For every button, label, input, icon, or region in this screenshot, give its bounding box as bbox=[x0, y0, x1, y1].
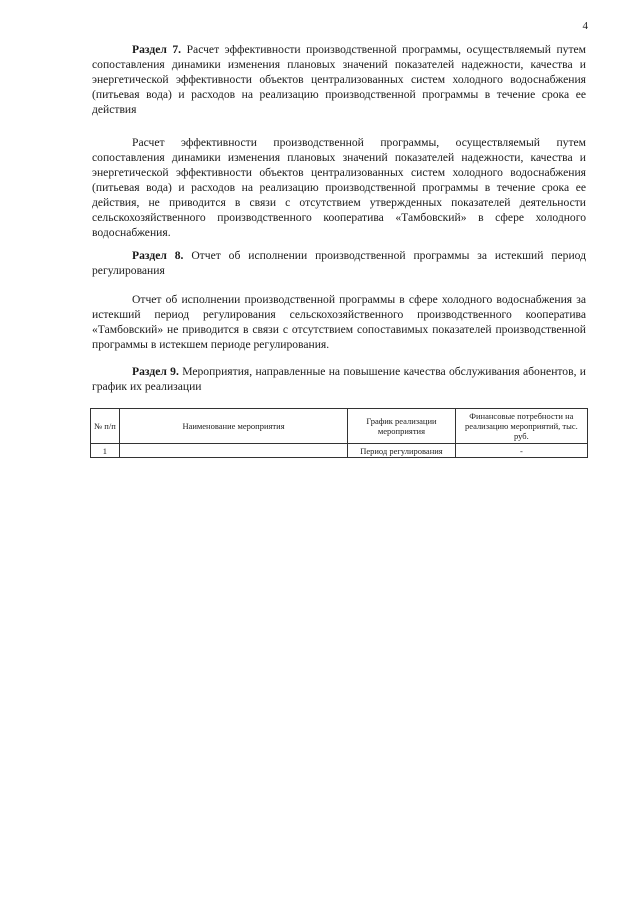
header-number: № п/п bbox=[91, 409, 120, 444]
section-7-title: Расчет эффективности производственной программы, осуществляемый путем сопоставления динамики изменения плановых значений показателей надежности, качества и энергетической эффективности объектов централизованных систем холодного водоснабжения (питьевая вода) и расходов на реализацию производственной программы в течение срока ее действия bbox=[92, 43, 586, 116]
section-9-title: Мероприятия, направленные на повышение качества обслуживания абонентов, и график их реализации bbox=[92, 365, 587, 393]
section-7-paragraph: Расчет эффективности производственной программы, осуществляемый путем сопоставления динамики изменения плановых значений показателей надежности, качества и энергетической эффективности объектов централизованных систем холодного водоснабжения (питьевая вода) и расходов на реализацию производственной программы в течение срока ее действия, не приводится в связи с отсутствием утвержденных показателей деятельности сельскохозяйственного производственного кооператива «Тамбовский» в сфере холодного водоснабжения. bbox=[92, 136, 586, 239]
section-9-heading bbox=[92, 364, 586, 394]
cell-measure-name bbox=[119, 444, 347, 458]
table-row bbox=[91, 444, 588, 458]
page-number: 4 bbox=[582, 20, 588, 32]
section-8-title: Отчет об исполнении производственной программы за истекший период регулирования bbox=[92, 249, 587, 277]
section-7-label: Раздел 7. bbox=[132, 43, 182, 56]
measures-table bbox=[90, 408, 588, 458]
header-measure-name: Наименование мероприятия bbox=[119, 409, 347, 444]
section-8-paragraph: Отчет об исполнении производственной программы в сфере холодного водоснабжения за истекший период регулирования сельскохозяйственного производственного кооператива «Тамбовский» не приводится в связи с отсутствием сопоставимых показателей производственной программы в истекшем периоде регулирования. bbox=[92, 293, 586, 351]
cell-number: 1 bbox=[91, 444, 120, 458]
section-8-heading bbox=[92, 248, 586, 278]
header-financial-needs: Финансовые потребности на реализацию мероприятий, тыс. руб. bbox=[455, 409, 587, 444]
section-8-label: Раздел 8. bbox=[132, 249, 184, 262]
section-7-heading bbox=[92, 42, 586, 117]
header-schedule: График реализации мероприятия bbox=[348, 409, 456, 444]
cell-schedule: Период регулирования bbox=[348, 444, 456, 458]
section-9-label: Раздел 9. bbox=[132, 365, 179, 378]
table-header-row bbox=[91, 409, 588, 444]
cell-financial-needs: - bbox=[455, 444, 587, 458]
